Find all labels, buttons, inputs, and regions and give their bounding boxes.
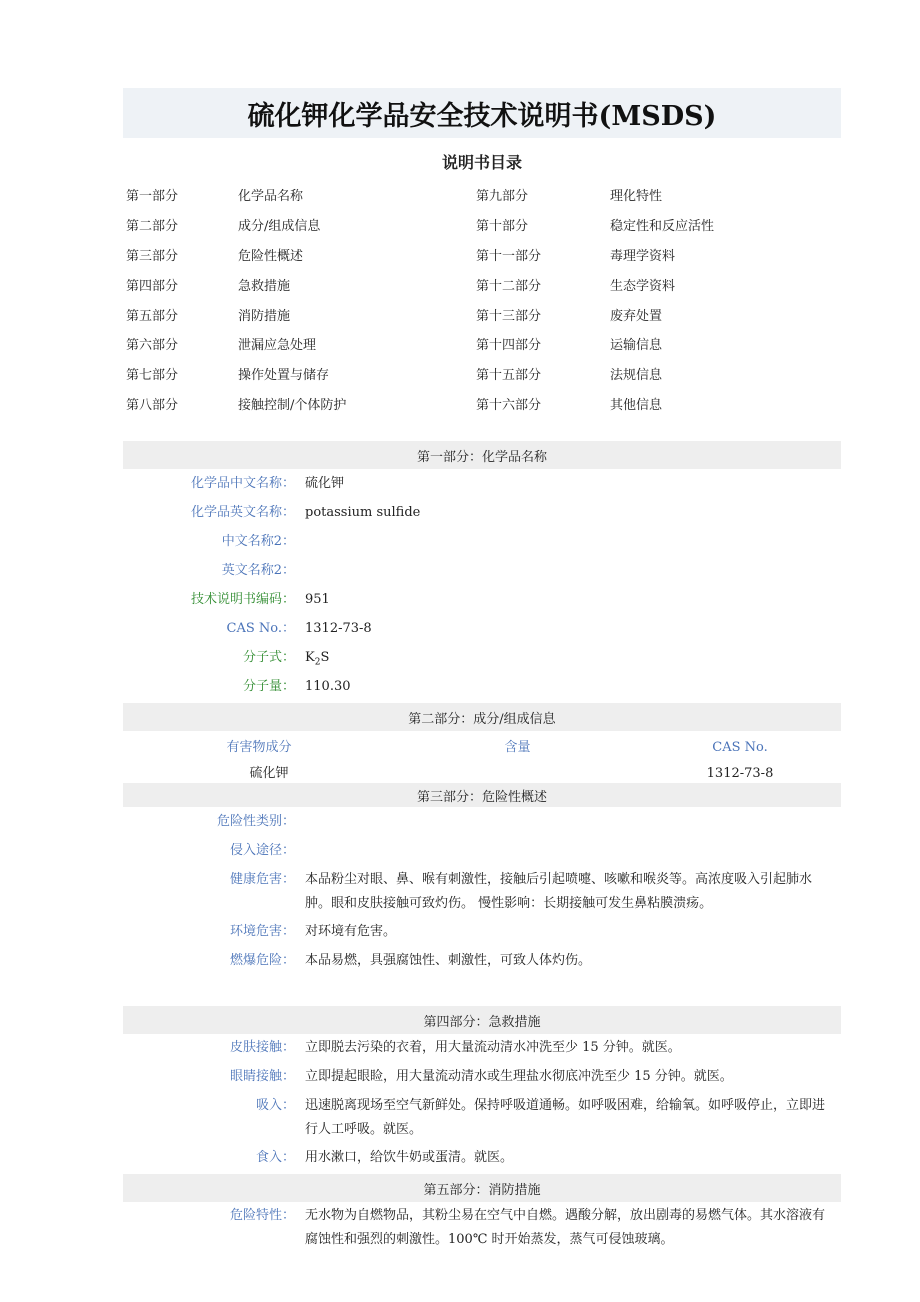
field-value: 立即提起眼睑，用大量流动清水或生理盐水彻底冲洗至少 15 分钟。就医。 (305, 1069, 733, 1085)
component-cas: 1312-73-8 (706, 765, 774, 781)
field-cn-name (123, 472, 841, 501)
composition-row (123, 759, 841, 783)
field-value: 硫化钾 (305, 476, 345, 492)
toc-part-number: 第九部分 (476, 189, 529, 205)
toc-row (123, 180, 841, 210)
col-cas: CAS No. (712, 739, 768, 755)
toc-part-name: 稳定性和反应活性 (610, 219, 715, 235)
toc-part-number: 第五部分 (126, 308, 179, 324)
toc-part-name: 成分/组成信息 (238, 219, 321, 235)
component-name: 硫化钾 (249, 765, 289, 781)
toc-part-name: 操作处置与储存 (238, 368, 330, 384)
toc-part-number: 第四部分 (126, 278, 179, 294)
field-label: 分子式： (242, 650, 295, 666)
field-en-name2 (123, 559, 841, 588)
field-label: 分子量： (242, 679, 295, 695)
toc-part-number: 第十部分 (476, 219, 529, 235)
field-value: 用水漱口，给饮牛奶或蛋清。就医。 (305, 1150, 514, 1166)
field-value: 迅速脱离现场至空气新鲜处。保持呼吸道通畅。如呼吸困难，给输氧。如呼吸停止，立即进行人工呼吸。就医。 (305, 1098, 826, 1138)
document-title: 硫化钾化学品安全技术说明书(MSDS) (247, 100, 717, 132)
toc-part-number: 第三部分 (126, 248, 179, 264)
toc-part-name: 废弃处置 (610, 308, 663, 324)
field-env (123, 920, 841, 949)
toc-part-number: 第七部分 (126, 368, 179, 384)
toc-row (123, 210, 841, 240)
field-label: 食入： (255, 1150, 295, 1166)
section-header-part3: 第三部分：危险性概述 (123, 783, 841, 807)
field-label: 危险性类别： (216, 814, 295, 830)
field-value: 110.30 (305, 679, 351, 695)
field-value (295, 559, 831, 588)
formula-element: K (305, 650, 315, 666)
field-label: 环境危害： (229, 924, 295, 940)
msds-document (123, 88, 841, 1256)
field-code (123, 588, 841, 617)
field-value: 1312-73-8 (305, 621, 372, 637)
field-route (123, 839, 841, 868)
field-value: 无水物为自燃物品，其粉尘易在空气中自燃。遇酸分解，放出剧毒的易燃气体。其水溶液有腐蚀性和强烈的刺激性。100℃ 时开始蒸发，蒸气可侵蚀玻璃。 (305, 1208, 826, 1248)
toc-part-name: 危险性概述 (238, 248, 304, 264)
toc-part-name: 其他信息 (610, 397, 663, 413)
section-header-part4: 第四部分：急救措施 (123, 1006, 841, 1034)
field-fire-hazard (123, 1204, 841, 1256)
field-skin (123, 1036, 841, 1065)
field-value: 对环境有危害。 (305, 924, 397, 940)
field-label: 吸入： (255, 1098, 295, 1114)
toc-part-number: 第二部分 (126, 219, 179, 235)
toc-part-name: 化学品名称 (238, 189, 304, 205)
formula-subscript: 2 (314, 657, 321, 668)
field-label: 侵入途径： (229, 843, 295, 859)
toc-part-name: 运输信息 (610, 338, 663, 354)
field-label: 技术说明书编码： (190, 592, 295, 608)
toc-part-number: 第十五部分 (476, 368, 542, 384)
toc-part-name: 接触控制/个体防护 (238, 397, 347, 413)
section-header-part1: 第一部分：化学品名称 (123, 441, 841, 469)
field-value: potassium sulfide (305, 505, 421, 521)
toc-part-name: 生态学资料 (610, 278, 676, 294)
toc-part-number: 第十六部分 (476, 397, 542, 413)
field-label: 化学品英文名称： (190, 505, 295, 521)
field-fire (123, 949, 841, 978)
field-hazard-class (123, 810, 841, 839)
field-label: 燃爆危险： (229, 953, 295, 969)
field-value: 本品粉尘对眼、鼻、喉有刺激性，接触后引起喷嚏、咳嗽和喉炎等。高浓度吸入引起肺水肿。眼和皮肤接触可致灼伤。 慢性影响：长期接触可发生鼻粘膜溃疡。 (305, 872, 813, 912)
part5-fields (123, 1202, 841, 1256)
field-mw (123, 675, 841, 703)
toc-part-number: 第六部分 (126, 338, 179, 354)
field-cn-name2 (123, 530, 841, 559)
field-label: 化学品中文名称： (190, 476, 295, 492)
toc-part-name: 急救措施 (238, 278, 291, 294)
field-value: 本品易燃，具强腐蚀性、刺激性，可致人体灼伤。 (305, 953, 592, 969)
title-bar (123, 88, 841, 138)
field-label: CAS No.： (226, 621, 295, 637)
field-value: 立即脱去污染的衣着，用大量流动清水冲洗至少 15 分钟。就医。 (305, 1040, 681, 1056)
toc-row (123, 389, 841, 419)
toc-row (123, 299, 841, 329)
toc-part-number: 第十二部分 (476, 278, 542, 294)
toc-row (123, 269, 841, 299)
field-cas (123, 617, 841, 646)
part1-fields (123, 469, 841, 703)
field-label: 英文名称2： (221, 563, 295, 579)
field-value (295, 839, 831, 868)
toc-part-number: 第十三部分 (476, 308, 542, 324)
toc-part-name: 法规信息 (610, 368, 663, 384)
toc-row (123, 329, 841, 359)
field-formula (123, 646, 841, 675)
toc-row (123, 359, 841, 389)
section-header-part2: 第二部分：成分/组成信息 (123, 703, 841, 731)
toc-part-name: 毒理学资料 (610, 248, 676, 264)
field-label: 皮肤接触： (229, 1040, 295, 1056)
field-value: 951 (305, 592, 330, 608)
field-label: 中文名称2： (221, 534, 295, 550)
toc-row (123, 240, 841, 270)
part4-fields (123, 1034, 841, 1174)
toc-part-name: 理化特性 (610, 189, 663, 205)
composition-header (123, 731, 841, 759)
toc-part-name: 消防措施 (238, 308, 291, 324)
toc-part-number: 第十四部分 (476, 338, 542, 354)
field-ingest (123, 1146, 841, 1174)
field-value (295, 646, 831, 675)
field-label: 眼睛接触： (229, 1069, 295, 1085)
field-inhale (123, 1094, 841, 1146)
field-value (295, 530, 831, 559)
field-label: 健康危害： (229, 872, 295, 888)
toc-part-number: 第十一部分 (476, 248, 542, 264)
field-value (295, 810, 831, 839)
formula-element: S (320, 650, 330, 666)
field-label: 危险特性： (229, 1208, 295, 1224)
col-component: 有害物成分 (226, 739, 292, 755)
toc-part-name: 泄漏应急处理 (238, 338, 317, 354)
col-content: 含量 (504, 739, 531, 755)
toc-part-number: 第一部分 (126, 189, 179, 205)
field-health (123, 868, 841, 920)
field-eye (123, 1065, 841, 1094)
field-en-name (123, 501, 841, 530)
table-of-contents (123, 180, 841, 418)
section-header-part5: 第五部分：消防措施 (123, 1174, 841, 1202)
toc-title: 说明书目录 (441, 153, 522, 172)
toc-part-number: 第八部分 (126, 397, 179, 413)
part3-fields (123, 807, 841, 978)
